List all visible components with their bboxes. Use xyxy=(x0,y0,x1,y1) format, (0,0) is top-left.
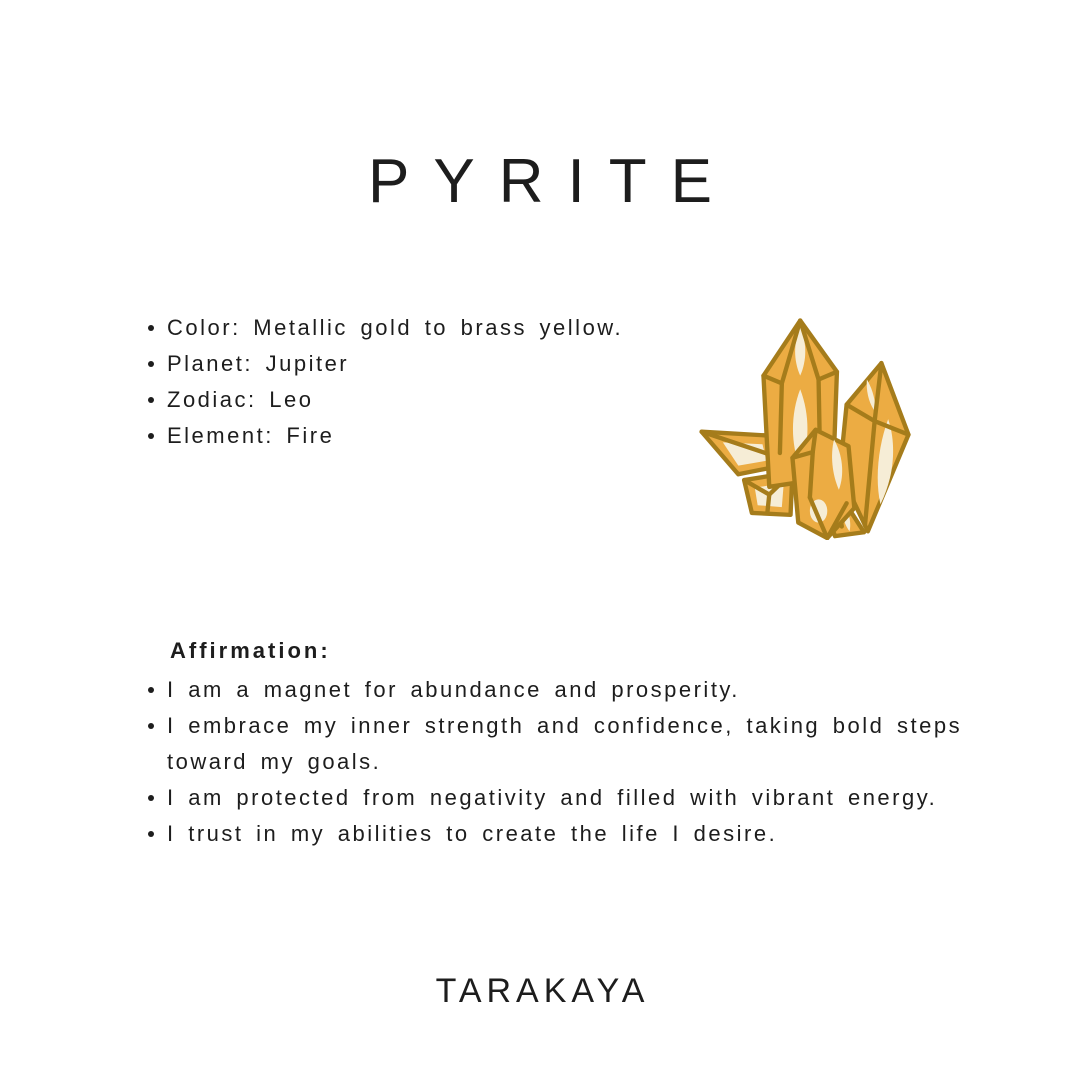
affirmation-text: I am protected from negativity and filled with vibrant energy. xyxy=(167,785,938,810)
bullet-dot xyxy=(148,831,154,837)
property-text: Zodiac: Leo xyxy=(167,387,314,412)
bullet-dot xyxy=(148,433,154,439)
crystal-cluster-svg xyxy=(690,308,922,540)
affirmation-text: I trust in my abilities to create the life I desire. xyxy=(167,821,778,846)
affirmation-item xyxy=(148,816,996,852)
property-text: Color: Metallic gold to brass yellow. xyxy=(167,315,624,340)
affirmation-heading: Affirmation: xyxy=(170,638,331,663)
bullet-dot xyxy=(148,687,154,693)
bullet-dot xyxy=(148,723,154,729)
affirmation-item xyxy=(148,708,996,780)
property-text: Element: Fire xyxy=(167,423,335,448)
affirmation-item xyxy=(148,780,996,816)
affirmation-section xyxy=(148,636,996,852)
bullet-dot xyxy=(148,795,154,801)
crystal-cluster-illustration xyxy=(690,308,922,540)
property-text: Planet: Jupiter xyxy=(167,351,350,376)
bullet-dot xyxy=(148,361,154,367)
affirmation-text: I am a magnet for abundance and prosperity. xyxy=(167,677,740,702)
bullet-dot xyxy=(148,325,154,331)
affirmation-text: I embrace my inner strength and confidence, taking bold steps toward my goals. xyxy=(167,713,963,774)
affirmation-item xyxy=(148,672,996,708)
bullet-dot xyxy=(148,397,154,403)
affirmation-list xyxy=(148,672,996,852)
brand-name: TARAKAYA xyxy=(435,972,650,1010)
page-title: PYRITE xyxy=(368,147,736,216)
